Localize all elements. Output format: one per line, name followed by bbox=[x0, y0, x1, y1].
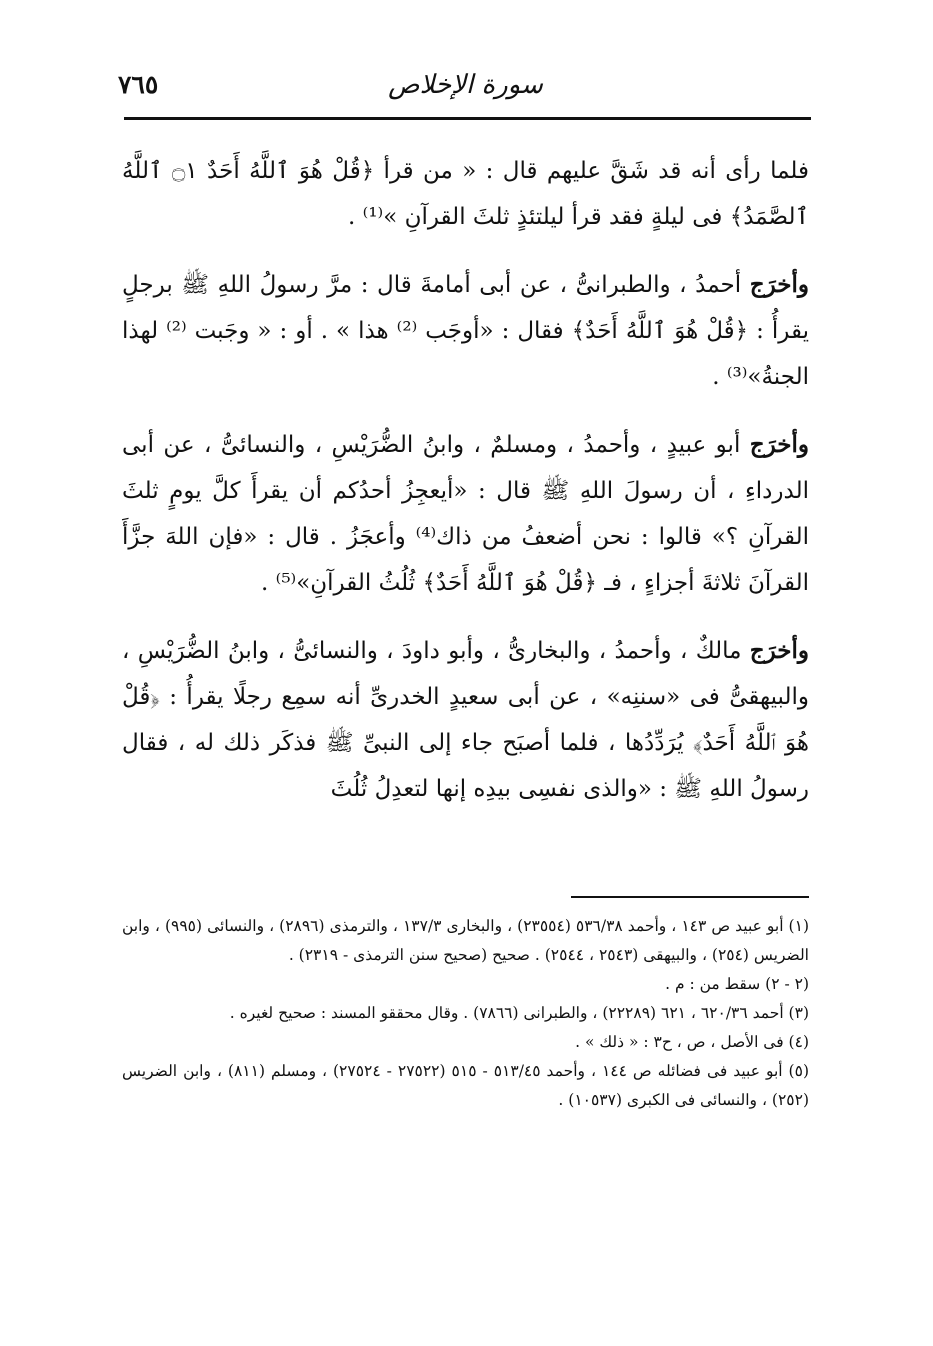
paragraph bbox=[122, 422, 809, 606]
footnote: (١) أبو عبيد ص ١٤٣ ، وأحمد ٥٣٦/٣٨ (٢٣٥٥٤) ، والبخارى ١٣٧/٣ ، والترمذى (٢٨٩٦) ، والنسائى (٩٩٥) ، وابن الضريس (٢٥٤) ، والبيهقى (٢٥٤٣ ، ٢٥٤٤) . صحيح (صحيح سنن الترمذى - ٢٣١٩) . bbox=[122, 917, 809, 964]
footnote: (٤) فى الأصل ، ص ، ح٣ : « ذلك » . bbox=[575, 1033, 809, 1051]
footnote: (٣) أحمد ٦٢٠/٣٦ ، ٦٢١ (٢٢٢٨٩) ، والطبرانى (٧٨٦٦) . وقال محققو المسند : صحيح لغيره . bbox=[229, 1004, 809, 1022]
footnote: (٥) أبو عبيد فى فضائله ص ١٤٤ ، وأحمد ٥١٣/٤٥ - ٥١٥ (٢٧٥٢٢ - ٢٧٥٢٤) ، ومسلم (٨١١) ، وابن الضريس (٢٥٢) ، والنسائى فى الكبرى (١٠٥٣٧) . bbox=[122, 1062, 809, 1109]
paragraph-lead-word: وأخرَج bbox=[749, 431, 809, 458]
footnote-separator bbox=[571, 896, 809, 898]
running-header bbox=[118, 70, 813, 112]
paragraph-lead-word: وأخرَج bbox=[749, 637, 809, 664]
paragraph bbox=[122, 262, 809, 400]
paragraph bbox=[122, 628, 809, 812]
header-rule bbox=[124, 117, 811, 120]
paragraph-lead-word: وأخرَج bbox=[749, 271, 809, 298]
main-text bbox=[122, 148, 809, 834]
page-number: ٧٦٥ bbox=[118, 70, 159, 99]
surah-title: سورة الإخلاص bbox=[388, 70, 543, 100]
paragraph-text: أبو عبيدٍ ، وأحمدُ ، ومسلمٌ ، وابنُ الضُّرَيْسِ ، والنسائىُّ ، عن أبى الدرداءِ ، أن رسولَ اللهِ ﷺ قال : «أيعجِزُ أحدُكم أن يقرأَ كلَّ يومٍ ثلثَ القرآنِ ؟» قالوا : نحن أضعفُ من ذاك⁽⁴⁾ وأعجَزُ . قال : «فإن اللهَ جزَّأَ القرآنَ ثلاثةَ أجزاءٍ ، فـ ﴿قُلْ هُوَ ٱللَّهُ أَحَدٌ﴾ ثُلُثُ القرآنِ»⁽⁵⁾ . bbox=[122, 432, 809, 596]
footnotes bbox=[122, 912, 809, 1115]
paragraph: فلما رأى أنه قد شَقَّ عليهم قال : « من قرأ ﴿قُلْ هُوَ ٱللَّهُ أَحَدٌ ۝١ ٱللَّهُ ٱلصَّمَدُ﴾ فى ليلةٍ فقد قرأ ليلتئذٍ ثلثَ القرآنِ »⁽¹⁾ . bbox=[122, 158, 809, 230]
paragraph-text: أحمدُ ، والطبرانىُّ ، عن أبى أمامةَ قال : مرَّ رسولُ اللهِ ﷺ برجلٍ يقرأُ : ﴿قُلْ هُوَ ٱللَّهُ أَحَدٌ﴾ فقال : «أوجَب ⁽²⁾ هذا » . أو : « وجَبت ⁽²⁾ لهذا الجنةُ»⁽³⁾ . bbox=[122, 272, 809, 390]
footnote: (٢ - ٢) سقط من : م . bbox=[665, 975, 809, 993]
paragraph-text: مالكٌ ، وأحمدُ ، والبخارىُّ ، وأبو داودَ ، والنسائىُّ ، وابنُ الضُّرَيْسِ ، والبيهقىُّ فى «سننِه» ، عن أبى سعيدٍ الخدرىِّ أنه سمِع رجلًا يقرأُ : ﴿قُلْ هُوَ ٱللَّهُ أَحَدٌ﴾ يُرَدِّدُها ، فلما أصبَح جاء إلى النبىِّ ﷺ فذكَر ذلك له ، فقال رسولُ اللهِ ﷺ : «والذى نفسِى بيدِه إنها لتعدِلُ ثُلُثَ bbox=[122, 638, 809, 802]
